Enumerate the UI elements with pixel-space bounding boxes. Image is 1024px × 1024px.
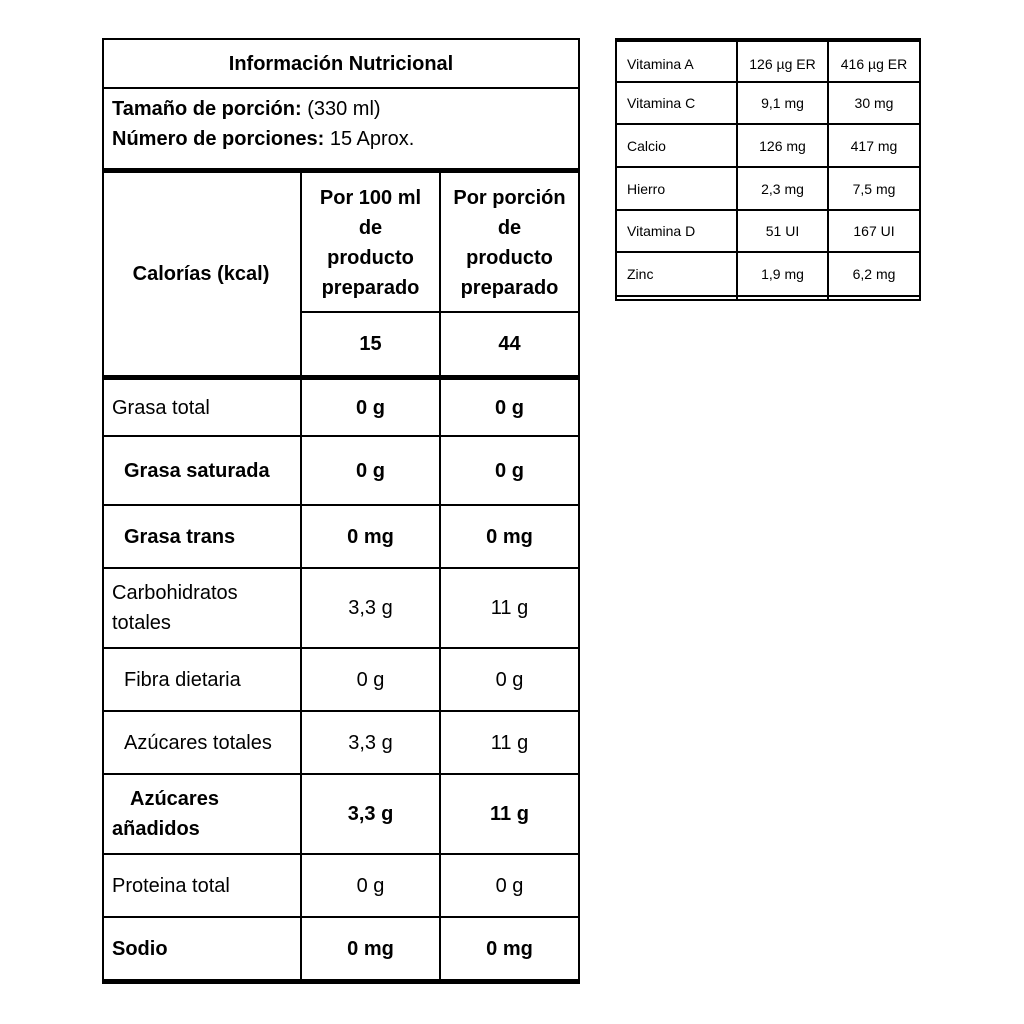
- vitamin-value-per-serving: 7,5 mg: [852, 180, 896, 197]
- vitamin-value-per-100ml: 51 UI: [765, 223, 800, 239]
- nutrient-name-line-1: Azúcares: [130, 788, 219, 810]
- vitamin-value-per-serving: 6,2 mg: [852, 266, 896, 282]
- nutrient-value-per-serving: 0 g: [495, 396, 524, 419]
- serving-info: [112, 94, 572, 154]
- col2-header-line-4: preparado: [460, 277, 559, 299]
- serving-size-value: (330 ml): [301, 98, 381, 120]
- vitamin-value-per-100ml: 9,1 mg: [761, 95, 804, 111]
- vitamin-name-d: Vitamina D: [627, 223, 696, 239]
- nutrient-name-carbohidratos-totales: [112, 569, 300, 647]
- col1-header-line-1: Por 100 ml: [319, 187, 422, 209]
- nutrient-name-sodio: Sodio: [112, 937, 168, 960]
- serving-count-label: Número de porciones:: [112, 128, 325, 150]
- col1-header-line-3: producto: [327, 247, 414, 269]
- col2-header-line-1: Por porción: [453, 187, 566, 209]
- nutrient-name-grasa-total: Grasa total: [112, 396, 210, 419]
- serving-count-line: [112, 124, 572, 154]
- nutrient-value-per-serving: 11 g: [490, 731, 529, 754]
- calories-per-100ml: 15: [359, 333, 382, 355]
- vitamin-value-per-serving: 416 µg ER: [840, 55, 908, 72]
- nutrient-name-line-2: añadidos: [112, 818, 200, 840]
- col-header-per-100ml: [302, 178, 439, 308]
- mineral-name-hierro: Hierro: [627, 180, 666, 197]
- nutrient-value-per-100ml: 0 mg: [347, 525, 394, 548]
- serving-size-label: Tamaño de porción:: [112, 98, 302, 120]
- vitamin-value-per-100ml: 126 mg: [759, 137, 806, 154]
- nutrition-facts-table: [102, 38, 580, 985]
- nutrient-value-per-serving: 11 g: [490, 597, 529, 619]
- nutrient-name-line-2: totales: [112, 612, 171, 634]
- nutrient-value-per-100ml: 0 mg: [347, 937, 394, 960]
- nutrient-value-per-100ml: 0 g: [356, 459, 385, 482]
- nutrient-value-per-serving: 0 g: [495, 459, 524, 482]
- vitamin-name-a: Vitamina A: [627, 55, 694, 72]
- vitamin-value-per-100ml: 2,3 mg: [761, 180, 804, 197]
- nutrient-value-per-100ml: 3,3 g: [348, 597, 393, 619]
- nutrient-value-per-100ml: 3,3 g: [347, 803, 394, 825]
- nutrient-value-per-100ml: 0 g: [356, 668, 385, 691]
- nutrient-name-grasa-trans: Grasa trans: [124, 525, 236, 548]
- nutrient-name-azucares-totales: Azúcares totales: [124, 731, 272, 754]
- nutrient-value-per-100ml: 0 g: [356, 396, 385, 419]
- nutrient-value-per-100ml: 0 g: [356, 874, 385, 897]
- serving-size-line: [112, 94, 572, 124]
- col1-header-line-4: preparado: [321, 277, 420, 299]
- col-header-per-serving: [441, 178, 578, 308]
- nutrient-name-azucares-anadidos: [112, 775, 300, 853]
- nutrient-name-proteina-total: Proteina total: [112, 874, 230, 897]
- calories-label: Calorías (kcal): [132, 263, 270, 285]
- nutrient-value-per-serving: 11 g: [490, 803, 529, 825]
- vitamin-name-c: Vitamina C: [627, 95, 696, 111]
- nutrient-value-per-serving: 0 g: [495, 874, 524, 897]
- serving-count-value: 15 Aprox.: [324, 128, 415, 150]
- col2-header-line-3: producto: [466, 247, 553, 269]
- vitamin-value-per-serving: 167 UI: [853, 223, 895, 239]
- col2-header-line-2: de: [497, 217, 522, 239]
- nutrient-name-fibra-dietaria: Fibra dietaria: [124, 668, 241, 691]
- table-title: Información Nutricional: [228, 52, 454, 75]
- nutrient-value-per-100ml: 3,3 g: [348, 731, 393, 754]
- nutrient-value-per-serving: 0 mg: [486, 937, 533, 960]
- col1-header-line-2: de: [358, 217, 383, 239]
- nutrient-value-per-serving: 0 g: [495, 668, 524, 691]
- mineral-name-zinc: Zinc: [627, 266, 654, 282]
- vitamin-value-per-100ml: 1,9 mg: [761, 266, 804, 282]
- nutrient-name-line-1: Carbohidratos: [112, 582, 238, 604]
- calories-per-serving: 44: [498, 333, 521, 355]
- vitamin-value-per-serving: 417 mg: [850, 137, 898, 154]
- vitamin-value-per-100ml: 126 µg ER: [749, 55, 816, 72]
- nutrient-value-per-serving: 0 mg: [486, 525, 533, 548]
- nutrient-name-grasa-saturada: Grasa saturada: [124, 459, 270, 482]
- vitamin-value-per-serving: 30 mg: [854, 95, 894, 111]
- vitamins-minerals-table: [615, 38, 921, 301]
- mineral-name-calcio: Calcio: [627, 137, 666, 154]
